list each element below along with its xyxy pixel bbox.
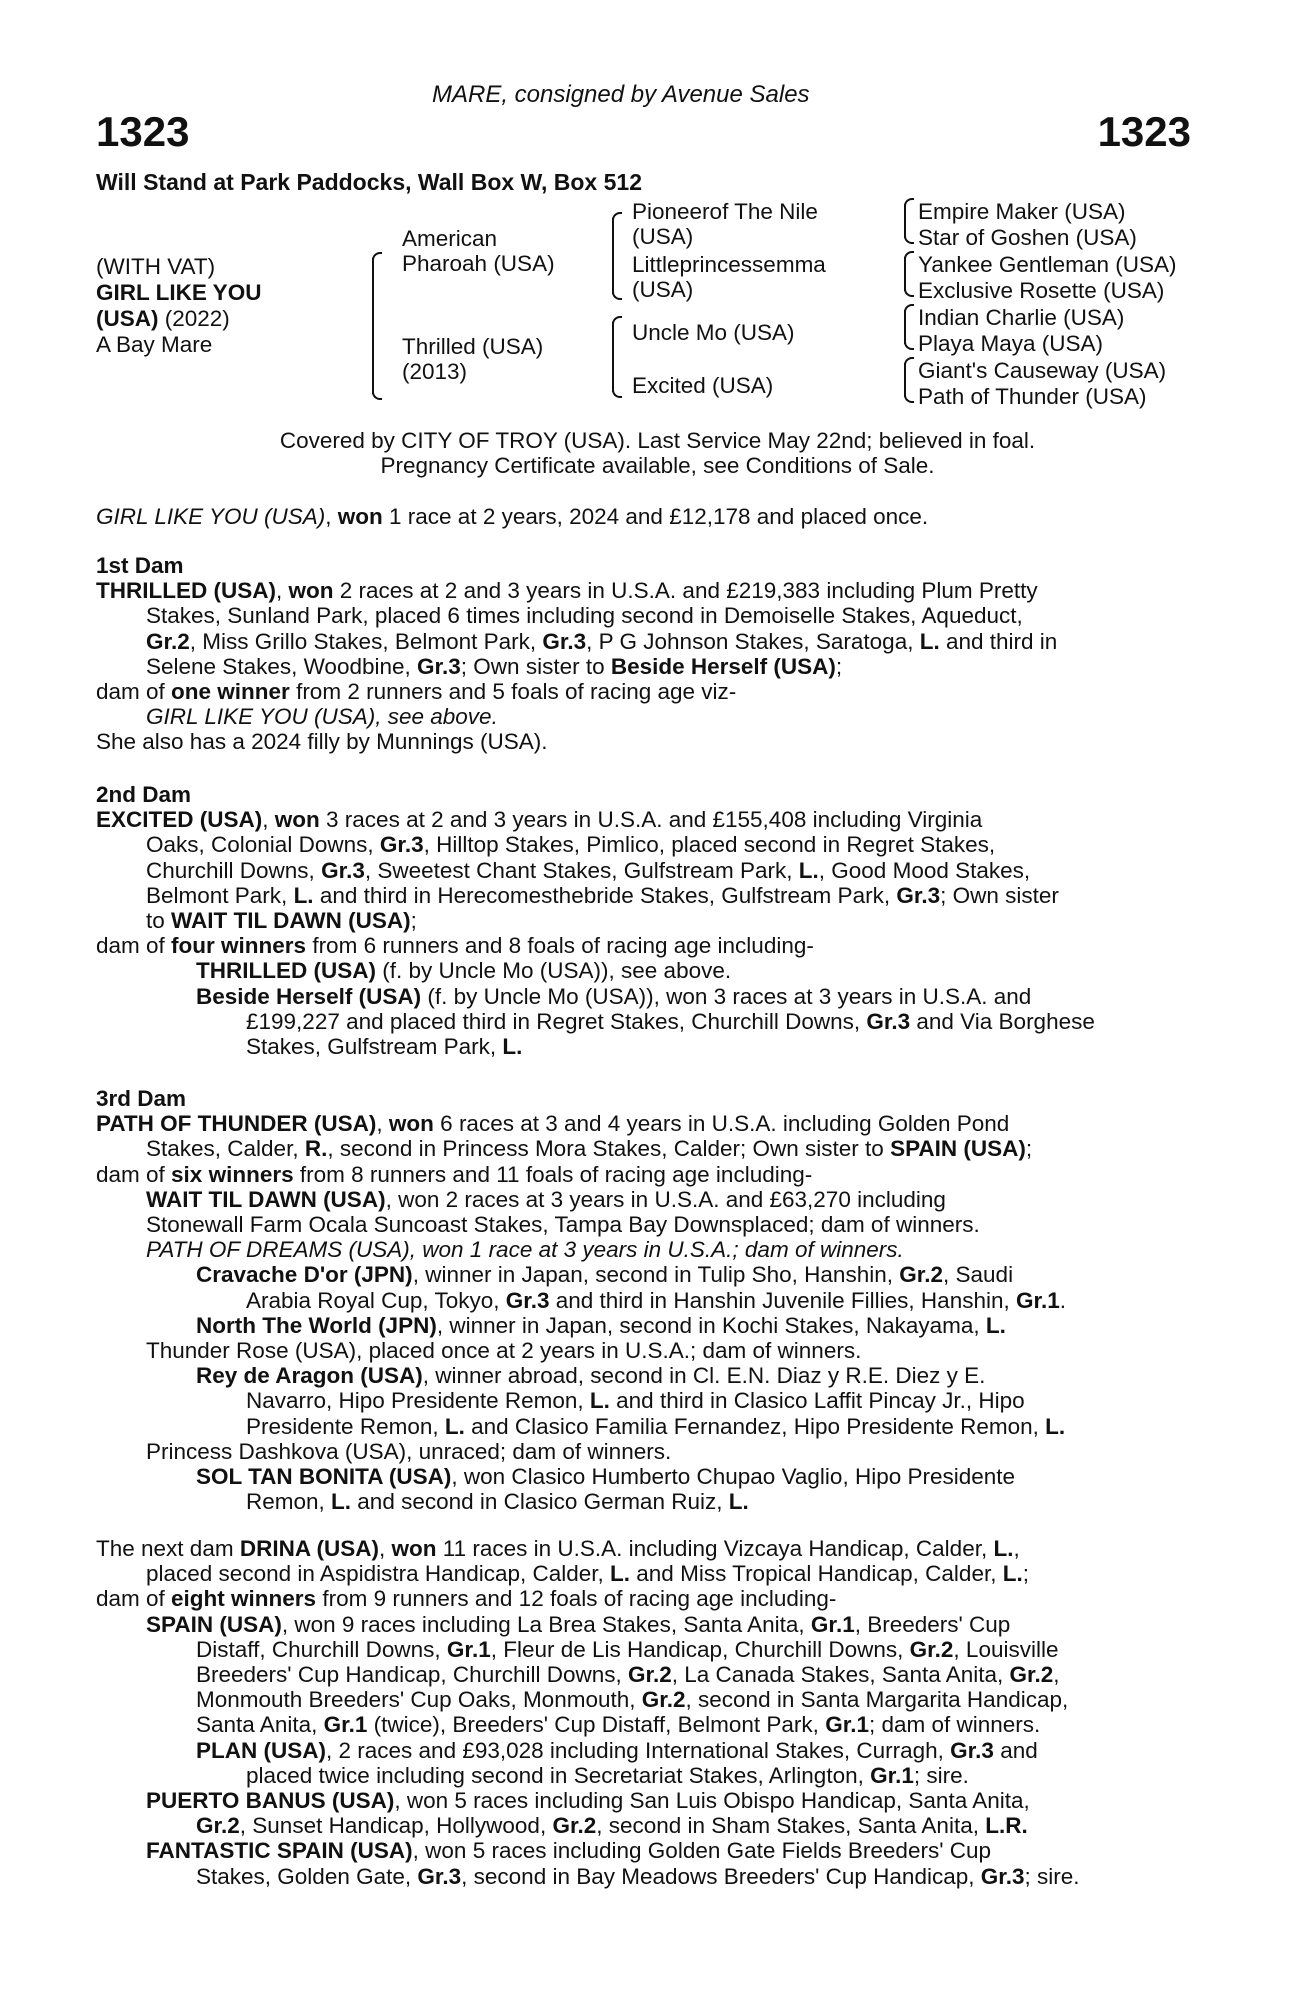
consignor-line: MARE, consigned by Avenue Sales	[432, 81, 810, 108]
g3-ancestor: Yankee Gentleman (USA)	[918, 252, 1177, 277]
g3-ancestor: Path of Thunder (USA)	[918, 384, 1147, 409]
third-dam-section: 3rd Dam PATH OF THUNDER (USA), won 6 races at 3 and 4 years in U.S.A. including Golden Pond Stakes, Calder, R., second in Princess Mora Stakes, Calder; Own sister to SPAIN (USA); dam of six winners from 8 runners and 11 foals of racing age including- WAIT TIL DAWN (USA), won 2 races at 3 years in U.S.A. and £63,270 including Stonewall Farm Ocala Suncoast Stakes, Tampa Bay Downsplaced; dam of winners. PATH OF DREAMS (USA), won 1 race at 3 years in U.S.A.; dam of winners. Cravache D'or (JPN), winner in Japan, second in Tulip Sho, Hanshin, Gr.2, Saudi Arabia Royal Cup, Tokyo, Gr.3 and third in Hanshin Juvenile Fillies, Hanshin, Gr.1. North The World (JPN), winner in Japan, second in Kochi Stakes, Nakayama, L. Thunder Rose (USA), placed once at 2 years in U.S.A.; dam of winners. Rey de Aragon (USA), winner abroad, second in Cl. E.N. Diaz y R.E. Diez y E. Navarro, Hipo Presidente Remon, L. and third in Clasico Laffit Pincay Jr., Hipo Presidente Remon, L. and Clasico Familia Fernandez, Hipo Presidente Remon, L. Princess Dashkova (USA), unraced; dam of winners. SOL TAN BONITA (USA), won Clasico Humberto Chupao Vaglio, Hipo Presidente Remon, L. and second in Clasico German Ruiz, L.	[96, 1086, 1196, 1514]
g3-ancestor: Empire Maker (USA)	[918, 199, 1126, 224]
dam-dam: Excited (USA)	[632, 373, 774, 398]
g3-ancestor: Exclusive Rosette (USA)	[918, 278, 1165, 303]
horse-origin-year: (USA) (2022)	[96, 306, 230, 331]
stand-location: Will Stand at Park Paddocks, Wall Box W, Box 512	[96, 169, 642, 195]
lot-number-left: 1323	[96, 108, 190, 155]
second-dam-section: 2nd Dam EXCITED (USA), won 3 races at 2 and 3 years in U.S.A. and £155,408 including Virginia Oaks, Colonial Downs, Gr.3, Hilltop Stakes, Pimlico, placed second in Regret Stakes, Churchill Downs, Gr.3, Sweetest Chant Stakes, Gulfstream Park, L., Good Mood Stakes, Belmont Park, L. and third in Herecomesthebride Stakes, Gulfstream Park, Gr.3; Own sister to WAIT TIL DAWN (USA); dam of four winners from 6 runners and 8 foals of racing age including- THRILLED (USA) (f. by Uncle Mo (USA)), see above. Beside Herself (USA) (f. by Uncle Mo (USA)), won 3 races at 3 years in U.S.A. and £199,227 and placed third in Regret Stakes, Churchill Downs, Gr.3 and Via Borghese Stakes, Gulfstream Park, L.	[96, 782, 1196, 1059]
dam-name: Thrilled (USA) (2013)	[402, 334, 544, 385]
race-summary: GIRL LIKE YOU (USA), won 1 race at 2 years, 2024 and £12,178 and placed once.	[96, 504, 929, 529]
dam-sire: Uncle Mo (USA)	[632, 320, 795, 345]
lot-number-right: 1323	[1097, 108, 1191, 155]
g3-ancestor: Playa Maya (USA)	[918, 331, 1104, 356]
g3-ancestor: Star of Goshen (USA)	[918, 225, 1137, 250]
horse-description: A Bay Mare	[96, 332, 213, 357]
covered-by-line: Covered by CITY OF TROY (USA). Last Service May 22nd; believed in foal.	[279, 428, 1036, 453]
sire-sire: Pioneerof The Nile (USA)	[632, 199, 818, 250]
g3-ancestor: Indian Charlie (USA)	[918, 305, 1125, 330]
first-dam-section: 1st Dam THRILLED (USA), won 2 races at 2 and 3 years in U.S.A. and £219,383 including Plum Pretty Stakes, Sunland Park, placed 6 times including second in Demoiselle Stakes, Aqueduct, Gr.2, Miss Grillo Stakes, Belmont Park, Gr.3, P G Johnson Stakes, Saratoga, L. and third in Selene Stakes, Woodbine, Gr.3; Own sister to Beside Herself (USA); dam of one winner from 2 runners and 5 foals of racing age viz- GIRL LIKE YOU (USA), see above. She also has a 2024 filly by Munnings (USA).	[96, 553, 1196, 755]
sire-name: American Pharoah (USA)	[402, 226, 555, 277]
section-heading: 2nd Dam	[96, 782, 192, 807]
next-dam-section: The next dam DRINA (USA), won 11 races in U.S.A. including Vizcaya Handicap, Calder, L., placed second in Aspidistra Handicap, Calder, L. and Miss Tropical Handicap, Calder, L.; dam of eight winners from 9 runners and 12 foals of racing age including- SPAIN (USA), won 9 races including La Brea Stakes, Santa Anita, Gr.1, Breeders' Cup Distaff, Churchill Downs, Gr.1, Fleur de Lis Handicap, Churchill Downs, Gr.2, Louisville Breeders' Cup Handicap, Churchill Downs, Gr.2, La Canada Stakes, Santa Anita, Gr.2, Monmouth Breeders' Cup Oaks, Monmouth, Gr.2, second in Santa Margarita Handicap, Santa Anita, Gr.1 (twice), Breeders' Cup Distaff, Belmont Park, Gr.1; dam of winners. PLAN (USA), 2 races and £93,028 including International Stakes, Curragh, Gr.3 and placed twice including second in Secretariat Stakes, Arlington, Gr.1; sire. PUERTO BANUS (USA), won 5 races including San Luis Obispo Handicap, Santa Anita, Gr.2, Sunset Handicap, Hollywood, Gr.2, second in Sham Stakes, Santa Anita, L.R. FANTASTIC SPAIN (USA), won 5 races including Golden Gate Fields Breeders' Cup Stakes, Golden Gate, Gr.3, second in Bay Meadows Breeders' Cup Handicap, Gr.3; sire.	[96, 1536, 1080, 1889]
g3-ancestor: Giant's Causeway (USA)	[918, 358, 1167, 383]
sire-dam: Littleprincessemma (USA)	[632, 252, 826, 303]
horse-name: GIRL LIKE YOU	[96, 280, 262, 305]
vat-note: (WITH VAT)	[96, 254, 216, 279]
section-heading: 3rd Dam	[96, 1086, 187, 1111]
pregnancy-certificate-line: Pregnancy Certificate available, see Conditions of Sale.	[380, 453, 935, 478]
section-heading: 1st Dam	[96, 553, 184, 578]
